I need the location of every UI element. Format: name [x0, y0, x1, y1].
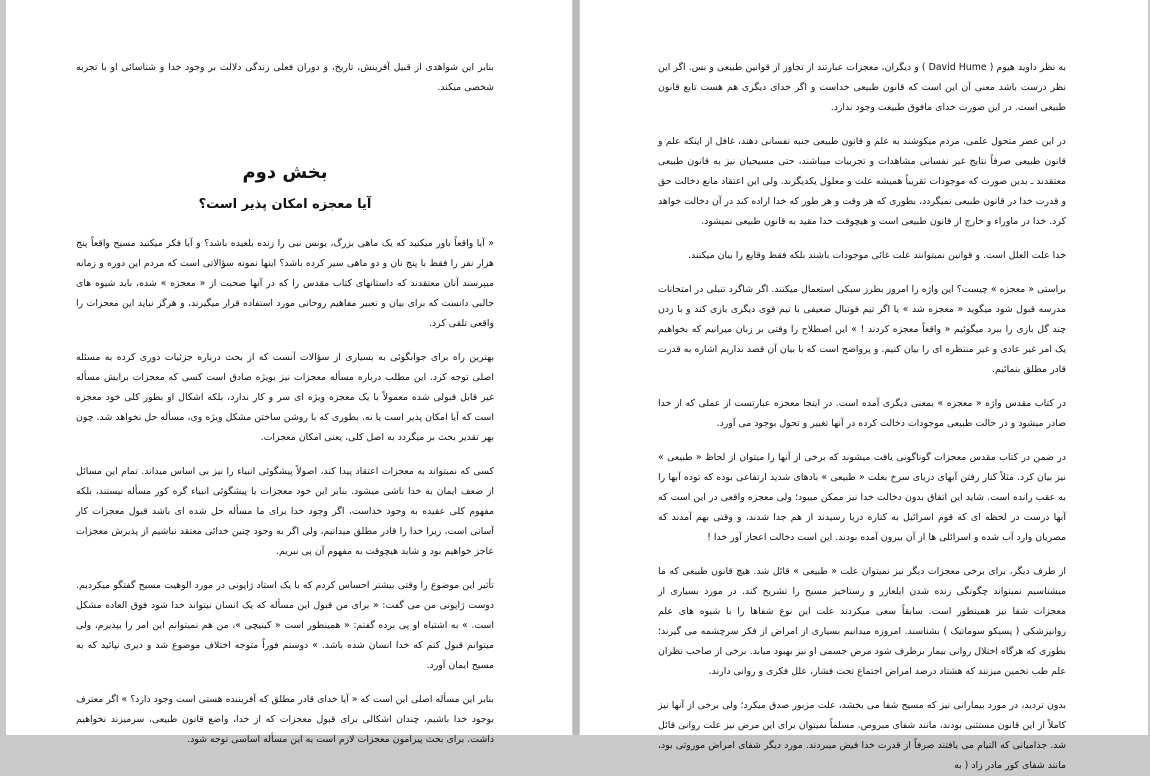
paragraph: بهترین راه برای جوابگوئی به بسیاری از سؤالات آنست که از بحث درباره جزئیات دوری کرده به مسئله اصلی توجه کرد. این مطلب درباره مسأله معجزات نیز بویژه صادق است کسی که معجزات برایش مسأله غیر قابل قبولی شده معمولاً با یک معجزه ویژه ای سر و کار ندارد، بلکه اشکال او بطور کلی خود معجزه است که آیا امکان پذیر است یا نه. بطوری که با روشن ساختن مشکل ویژه وی، مسأله حل نخواهد شد. چون بهر تقدیر بحث بر میگردد به اصل کلی، یعنی امکان معجزات. [76, 352, 494, 443]
paragraph: در این عصر متحول علمی، مردم میکوشند به علم و قانون طبیعی جنبه نفسانی دهند، غافل از اینکه علم و قانون طبیعی صرفاً نتایج غیر نفسانی مشاهدات و تجربیات میباشند، حتی مسیحیان نیز به قانون طبیعی معتقدند ـ بدین صورت که موجودات تقریباً همیشه علت و معلول یکدیگرند. ولی این اعتقاد مانع دخالت حق و قدرت خدا در قانون طبیعی نمیگردد، بطوری که هر وقت و هر طور که خدا اراده کند در آن دخالت خواهد کرد. خدا در ماوراء و خارج از قانون طبیعی است و هیچوقت خدا مقید به قانون طبیعی نمیشود. [658, 136, 1066, 227]
paragraph: بدون تردید، در مورد بیمارانی نیز که مسیح شفا می بخشد، علت مزبور صدق میکرد؛ ولی برخی از آنها نیز کاملاً از این قانون مستثنی بودند، مانند شفای مبروص. مسلماً نمیتوان برای این مرض نیز علت روانی قائل شد. جذامیانی که التیام می یافتند صرفاً از قدرت خدا فیض میبردند. مورد دیگر شفای امراض موروثی بود، مانند شفای کور مادر زاد ( به [658, 700, 1066, 771]
paragraph: خدا علت العلل است. و قوانین نمیتوانند علت غائی موجودات باشند بلکه فقط وقایع را بیان میکنند. [688, 250, 1066, 261]
page-divider [573, 0, 579, 735]
paragraph: کسی که نمیتواند به معجزات اعتقاد پیدا کند، اصولاً پیشگوئی انبیاء را نیز بی اساس میداند. تمام این مسائل از ضعف ایمان به خدا ناشی میشود. بنابر این خود معجزات یا پیشگوئی انبیاء گره کور مسأله نیستند، بلکه مفهوم کلی عقیده به وجود خداست، اگر وجود خدا برای ما مسأله حل شده ای باشد قبول معجزات کار آسانی است، زیرا خدا را قادر مطلق میدانیم، ولی اگر به وجود چنین خدائی معتقد نباشیم از پذیرش معجزات عاجز خواهیم بود و شاید هیچوقت به مفهوم آن پی نبریم. [76, 466, 494, 557]
section-title: آیا معجزه امکان پذیر است؟ [198, 197, 372, 212]
chapter-title: بخش دوم [242, 162, 328, 183]
paragraph: در ضمن در کتاب مقدس معجزات گوناگونی یافت میشوند که برخی از آنها را میتوان از لحاظ « طبیعی » نیز بیان کرد. مثلاً کنار رفتن آبهای دریای سرخ بعلت « طبیعی » بادهای شدید ارتفاعی بوده که توده آبها را به عقب رانده است. شاید این اتفاق بدون دخالت خدا نیز ممکن میبود؛ ولی معجزه واقعی در این است که آبها درست در لحظه ای که قوم اسرائیل به کناره دریا رسیدند از هم جدا شدند، و وقتی بهم آمدند که مصریان وارد آب شده و اسرائلی ها از آن بیرون آمده بودند. این است دخالت اعجاز آور خدا ! [658, 452, 1066, 543]
page-left [6, 0, 572, 745]
paragraph: در کتاب مقدس واژه « معجزه » بمعنی دیگری آمده است. در اینجا معجزه عبارتست از عملی که از خدا صادر میشود و در حالت طبیعی موجودات دخالت کرده در آنها تغییر و تحول بوجود می آورد. [658, 398, 1066, 429]
page-right [580, 0, 1148, 771]
paragraph: به نظر داوید هیوم ( David Hume ) و دیگران، معجزات عبارتند از تجاوز از قوانین طبیعی و بس. اگر این نظر درست باشد معنی آن این است که قانون طبیعی خداست و اگر خدای دیگری هم هست تابع قانون طبیعی است. در این صورت خدای مافوق طبیعت وجود ندارد. [658, 62, 1066, 113]
intro-paragraph: بنابر این شواهدی از قبیل آفرینش، تاریخ، و دوران فعلی زندگی دلالت بر وجود خدا و شناسائی او با تجربه شخصی میکند. [76, 62, 494, 93]
paragraph: تأثیر این موضوع را وقتی بیشتر احساس کردم که با یک استاد ژاپونی در مورد الوهیت مسیح گفتگو میکردیم. دوست ژاپونی من می گفت: « برای من قبول این مسأله که یک انسان نیتواند خدا شود فوق العاده مشکل است. » به اشتباه او پی برده گفتم: « همینطور است « کینیچی »، من هم نمیتوانم این امر را بپذیرم، ولی میتوانم قبول کنم که خدا انسان شده باشد. » دوستم فوراً متوجه اختلاف موضوع شد و دیری نپائید که به مسیح ایمان آورد. [76, 580, 494, 671]
paragraph: براستی « معجزه » چیست؟ این واژه را امروز بطرز سبکی استعمال میکنند. اگر شاگرد تنبلی در امتحانات مدرسه قبول شود میگوید « معجزه شد » یا اگر تیم فوتبال ضعیفی با تیم قوی دیگری بازی کند و با زدن چند گل بازی را ببرد میگوئیم « واقعاً معجزه کردند ! » این اصطلاح را وقتی بر زبان میرانیم که بخواهیم یک امر غیر عادی و غیر منتظره ای را بیان کنیم. و پرواضح است که با بیان آن قصد نداریم اشاره به قدرت قادر مطلق بنمائیم. [658, 284, 1066, 375]
paragraph: از طرف دیگر، برای برخی معجزات دیگر نیز نمیتوان علت « طبیعی » قائل شد. هیچ قانون طبیعی که ما میشناسیم نمیتواند چگونگی زنده شدن ایلعازر و رستاخیز مسیح را تشریح کند. در مورد بسیاری از معجزات شفا نیز همینطور است. سابقاً سعی میکردند علت این نوع شفاها را با شیوه های علم روانپزشکی ( پسیکو سوماتیک ) بشناسند. امروزه میدانیم بسیاری از امراض از فکر سرچشمه می گیرند؛ بطوری که هرگاه اختلال روانی بیمار برطرف شود مرض جسمی او نیز بهبود میابد. برخی از صاحب نظران علم طب تخمین میزنند که هشتاد درصد امراض اجتماع تحت فشار، علل فکری و روانی دارند. [658, 566, 1066, 677]
paragraph: « آیا واقعاً باور میکنید که یک ماهی بزرگ، یونس نبی را زنده بلعیده باشد؟ و آیا فکر میکنید مسیح واقعاً پنج هزار نفر را فقط با پنج نان و دو ماهی سیر کرده باشد؟ اینها نمونه سؤالاتی است که مردم این دوره و زمانه میپرسند آنان معتقدند که داستانهای کتاب مقدس را که در آنها صحبت از « معجزه » شده، باید شیوه های جالبی دانست که برای بیان و تعبیر مفاهیم روحانی مورد استفاده قرار میگیرند، و هرگز نباید این معجزات را واقعی تلقی کرد. [76, 238, 494, 329]
paragraph: بنابر این مسأله اصلی این است که « آیا خدای قادر مطلق که آفریننده هستی است وجود دارد؟ » اگر معترف بوجود خدا باشیم، چندان اشکالی برای قبول معجزات که از خدا، واضع قانون طبیعی، سرمیزند نخواهیم داشت. برای بحث پیرامون معجزات لازم است به این مسأله اساسی توجه شود. [76, 694, 494, 745]
